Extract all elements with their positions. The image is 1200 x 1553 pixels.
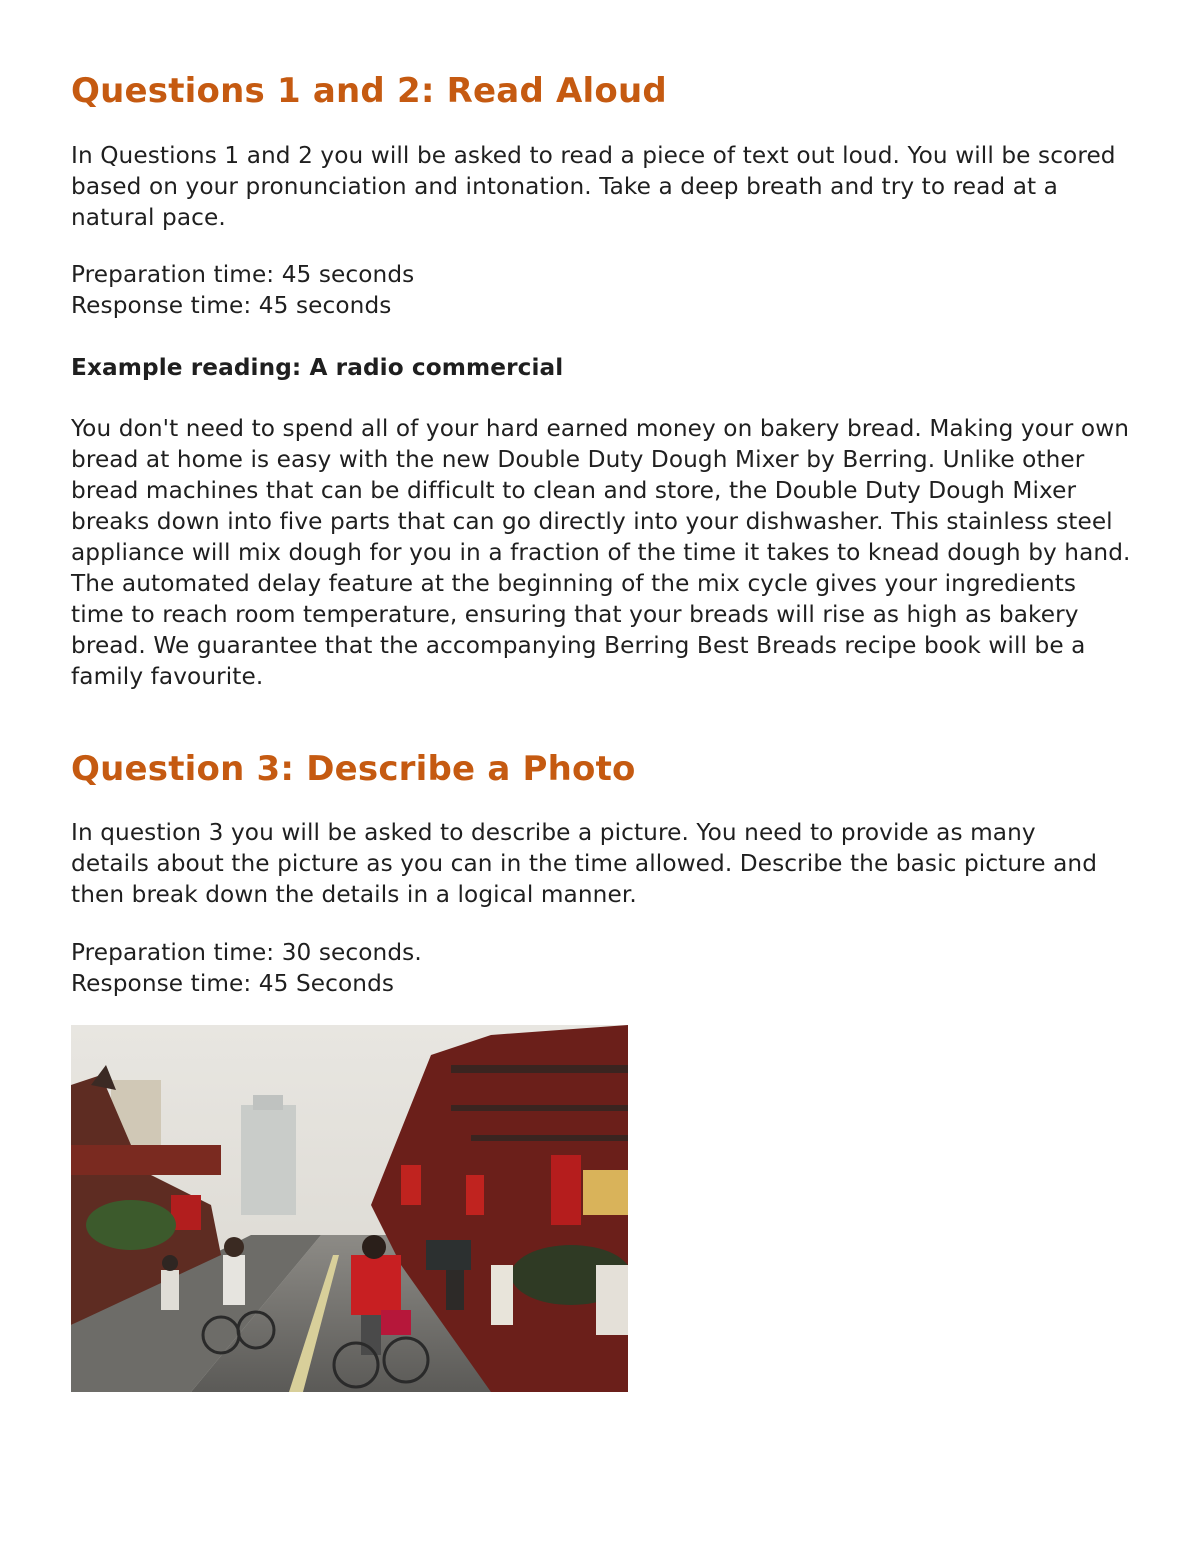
q3-response-time: Response time: 45 Seconds	[71, 970, 395, 997]
q1-prep-time: Preparation time: 45 seconds	[71, 261, 415, 288]
street-photo	[71, 1025, 628, 1392]
example-text: You don't need to spend all of your hard earned money on bakery bread. Making your own bread at home is easy with the new Double Duty Dough Mixer by Berring. Unlike other bread machines that can be difficult to clean and store, the Double Duty Dough Mixer breaks down into five parts that can go directly into your dishwasher. This stainless steel appliance will mix dough for you in a fraction of the time it takes to knead dough by hand. The automated delay feature at the beginning of the mix cycle gives your ingredients time to reach room temperature, ensuring that your breads will rise as high as bakery bread. We guarantee that the accompanying Berring Best Breads recipe book will be a family favourite.	[71, 415, 1131, 690]
q1-heading: Questions 1 and 2: Read Aloud	[71, 71, 667, 111]
q3-heading: Question 3: Describe a Photo	[71, 749, 636, 789]
example-title: Example reading: A radio commercial	[71, 354, 564, 381]
q1-response-time: Response time: 45 seconds	[71, 292, 392, 319]
q3-intro: In question 3 you will be asked to describe a picture. You need to provide as many details about the picture as you can in the time allowed. Describe the basic picture and then break down the details in a logical manner.	[71, 819, 1098, 908]
q3-prep-time: Preparation time: 30 seconds.	[71, 939, 422, 966]
q1-intro: In Questions 1 and 2 you will be asked to read a piece of text out loud. You will be scored based on your pronunciation and intonation. Take a deep breath and try to read at a natural pace.	[71, 142, 1116, 231]
